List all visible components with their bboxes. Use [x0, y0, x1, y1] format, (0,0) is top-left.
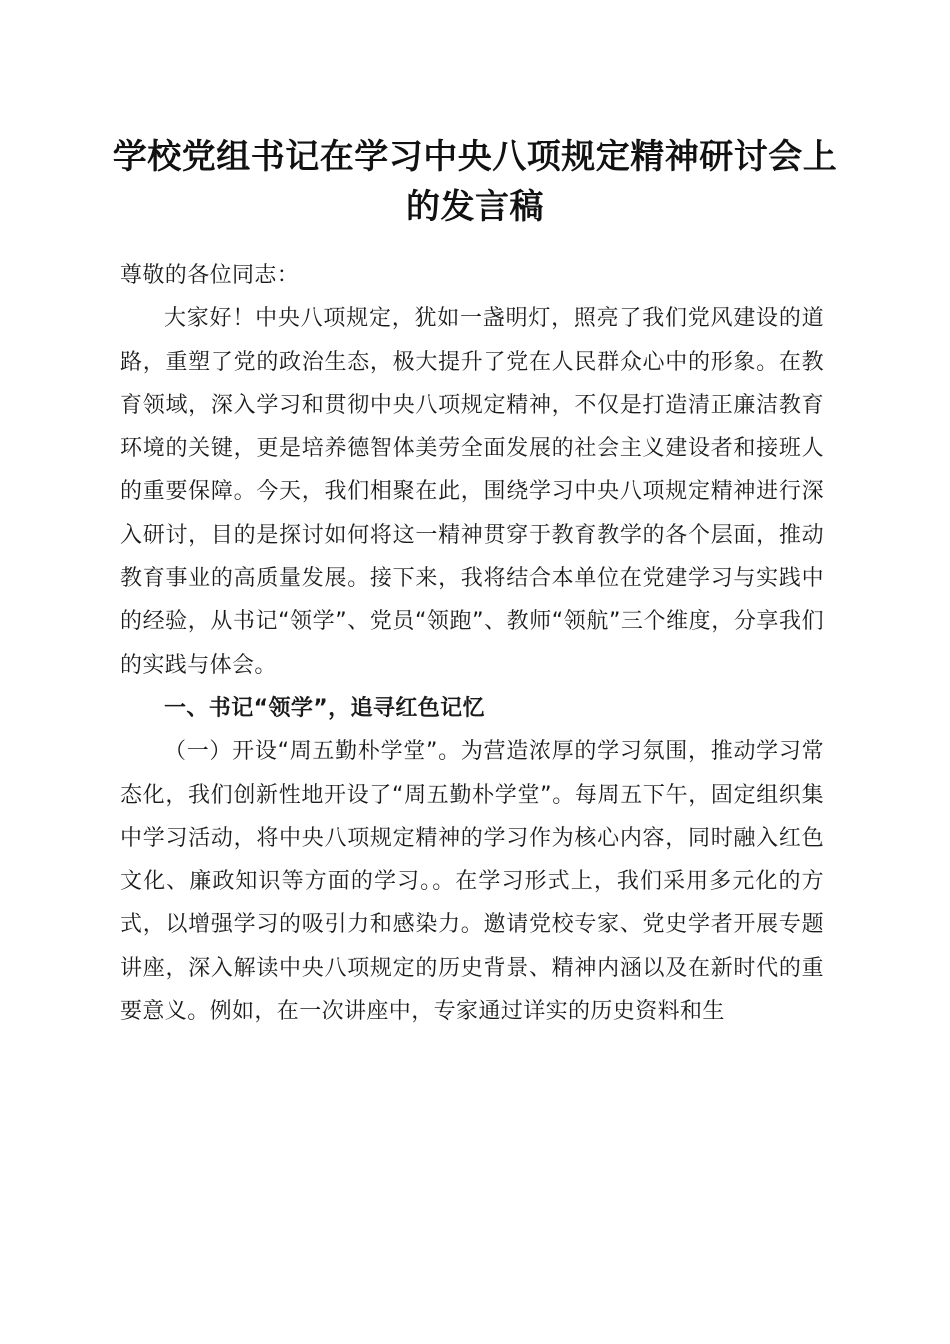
document-body [120, 254, 824, 1033]
body-paragraph: （一）开设“周五勤朴学堂”。为营造浓厚的学习氛围，推动学习常态化，我们创新性地开设了“周五勤朴学堂”。每周五下午，固定组织集中学习活动，将中央八项规定精神的学习作为核心内容，同时融入红色文化、廉政知识等方面的学习。。在学习形式上，我们采用多元化的方式，以增强学习的吸引力和感染力。邀请党校专家、党史学者开展专题讲座，深入解读中央八项规定的历史背景、精神内涵以及在新时代的重要意义。例如，在一次讲座中，专家通过详实的历史资料和生 [120, 739, 824, 1025]
document-title: 学校党组书记在学习中央八项规定精神研讨会上的发言稿 [112, 137, 838, 227]
intro-paragraph: 大家好！中央八项规定，犹如一盏明灯，照亮了我们党风建设的道路，重塑了党的政治生态，极大提升了党在人民群众心中的形象。在教育领域，深入学习和贯彻中央八项规定精神，不仅是打造清正廉洁教育环境的关键，更是培养德智体美劳全面发展的社会主义建设者和接班人的重要保障。今天，我们相聚在此，围绕学习中央八项规定精神进行深入研讨，目的是探讨如何将这一精神贯穿于教育教学的各个层面，推动教育事业的高质量发展。接下来，我将结合本单位在党建学习与实践中的经验，从书记“领学”、党员“领跑”、教师“领航”三个维度，分享我们的实践与体会。 [120, 306, 824, 678]
salutation: 尊敬的各位同志： [120, 263, 300, 288]
section-heading: 一、书记“领学”，追寻红色记忆 [164, 695, 485, 721]
